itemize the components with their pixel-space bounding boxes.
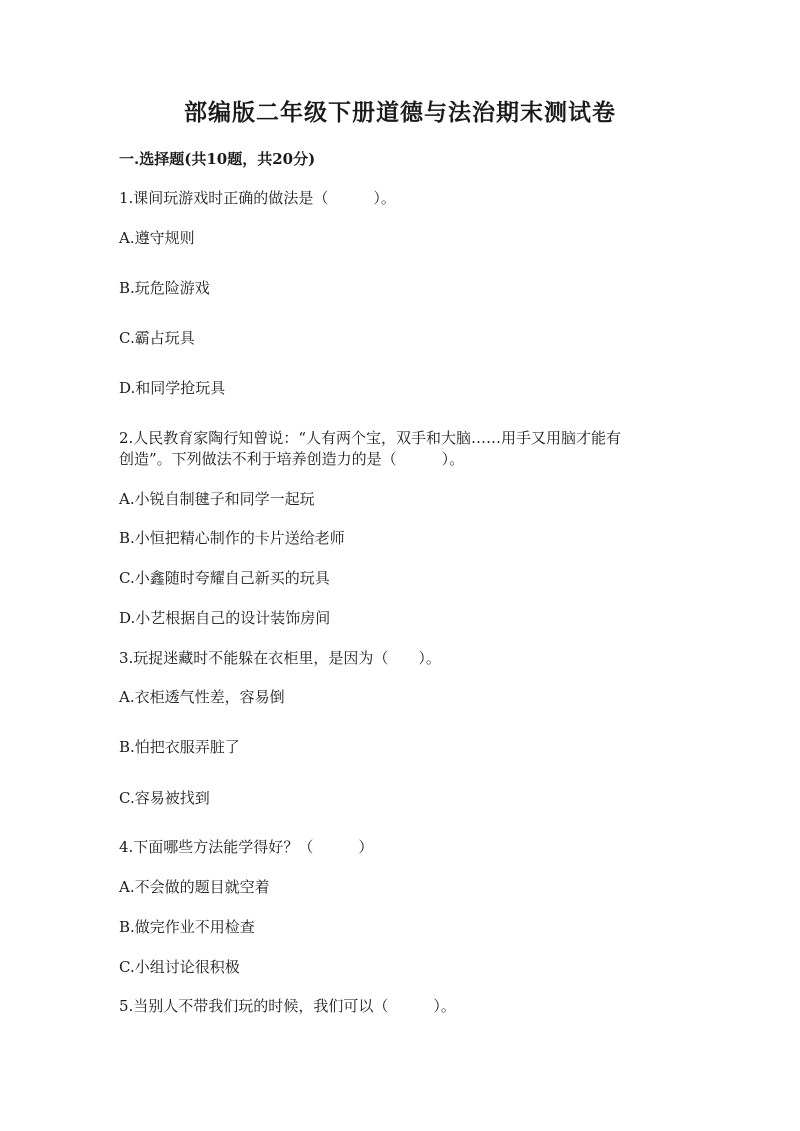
question-1-option-c: C.霸占玩具 [119,329,195,347]
page-title: 部编版二年级下册道德与法治期末测试卷 [184,99,616,126]
question-2-option-d: D.小艺根据自己的设计装饰房间 [119,609,331,627]
question-2-stem-line-1: 2.人民教育家陶行知曾说：“人有两个宝，双手和大脑……用手又用脑才能有 [119,429,621,447]
question-4-stem: 4.下面哪些方法能学得好？（ ） [119,838,374,856]
section-heading: 一.选择题(共10题，共20分) [119,150,316,168]
question-1-option-a: A.遵守规则 [119,229,195,247]
question-1-option-d: D.和同学抢玩具 [119,379,226,397]
question-2-option-c: C.小鑫随时夸耀自己新买的玩具 [119,569,330,587]
question-2-option-b: B.小恒把精心制作的卡片送给老师 [119,529,345,547]
question-2-option-a: A.小锐自制毽子和同学一起玩 [119,490,315,508]
question-2-stem-line-2: 创造”。下列做法不利于培养创造力的是（ ）。 [119,450,465,468]
question-3-option-a: A.衣柜透气性差，容易倒 [119,688,285,706]
question-4-option-a: A.不会做的题目就空着 [119,878,270,896]
question-3-stem: 3.玩捉迷藏时不能躲在衣柜里，是因为（ ）。 [119,649,441,667]
question-1-stem: 1.课间玩游戏时正确的做法是（ ）。 [119,189,396,207]
question-3-option-b: B.怕把衣服弄脏了 [119,738,240,756]
question-4-option-b: B.做完作业不用检查 [119,918,255,936]
question-4-option-c: C.小组讨论很积极 [119,958,240,976]
question-5-stem: 5.当别人不带我们玩的时候，我们可以（ ）。 [119,997,456,1015]
question-3-option-c: C.容易被找到 [119,789,210,807]
question-1-option-b: B.玩危险游戏 [119,279,210,297]
